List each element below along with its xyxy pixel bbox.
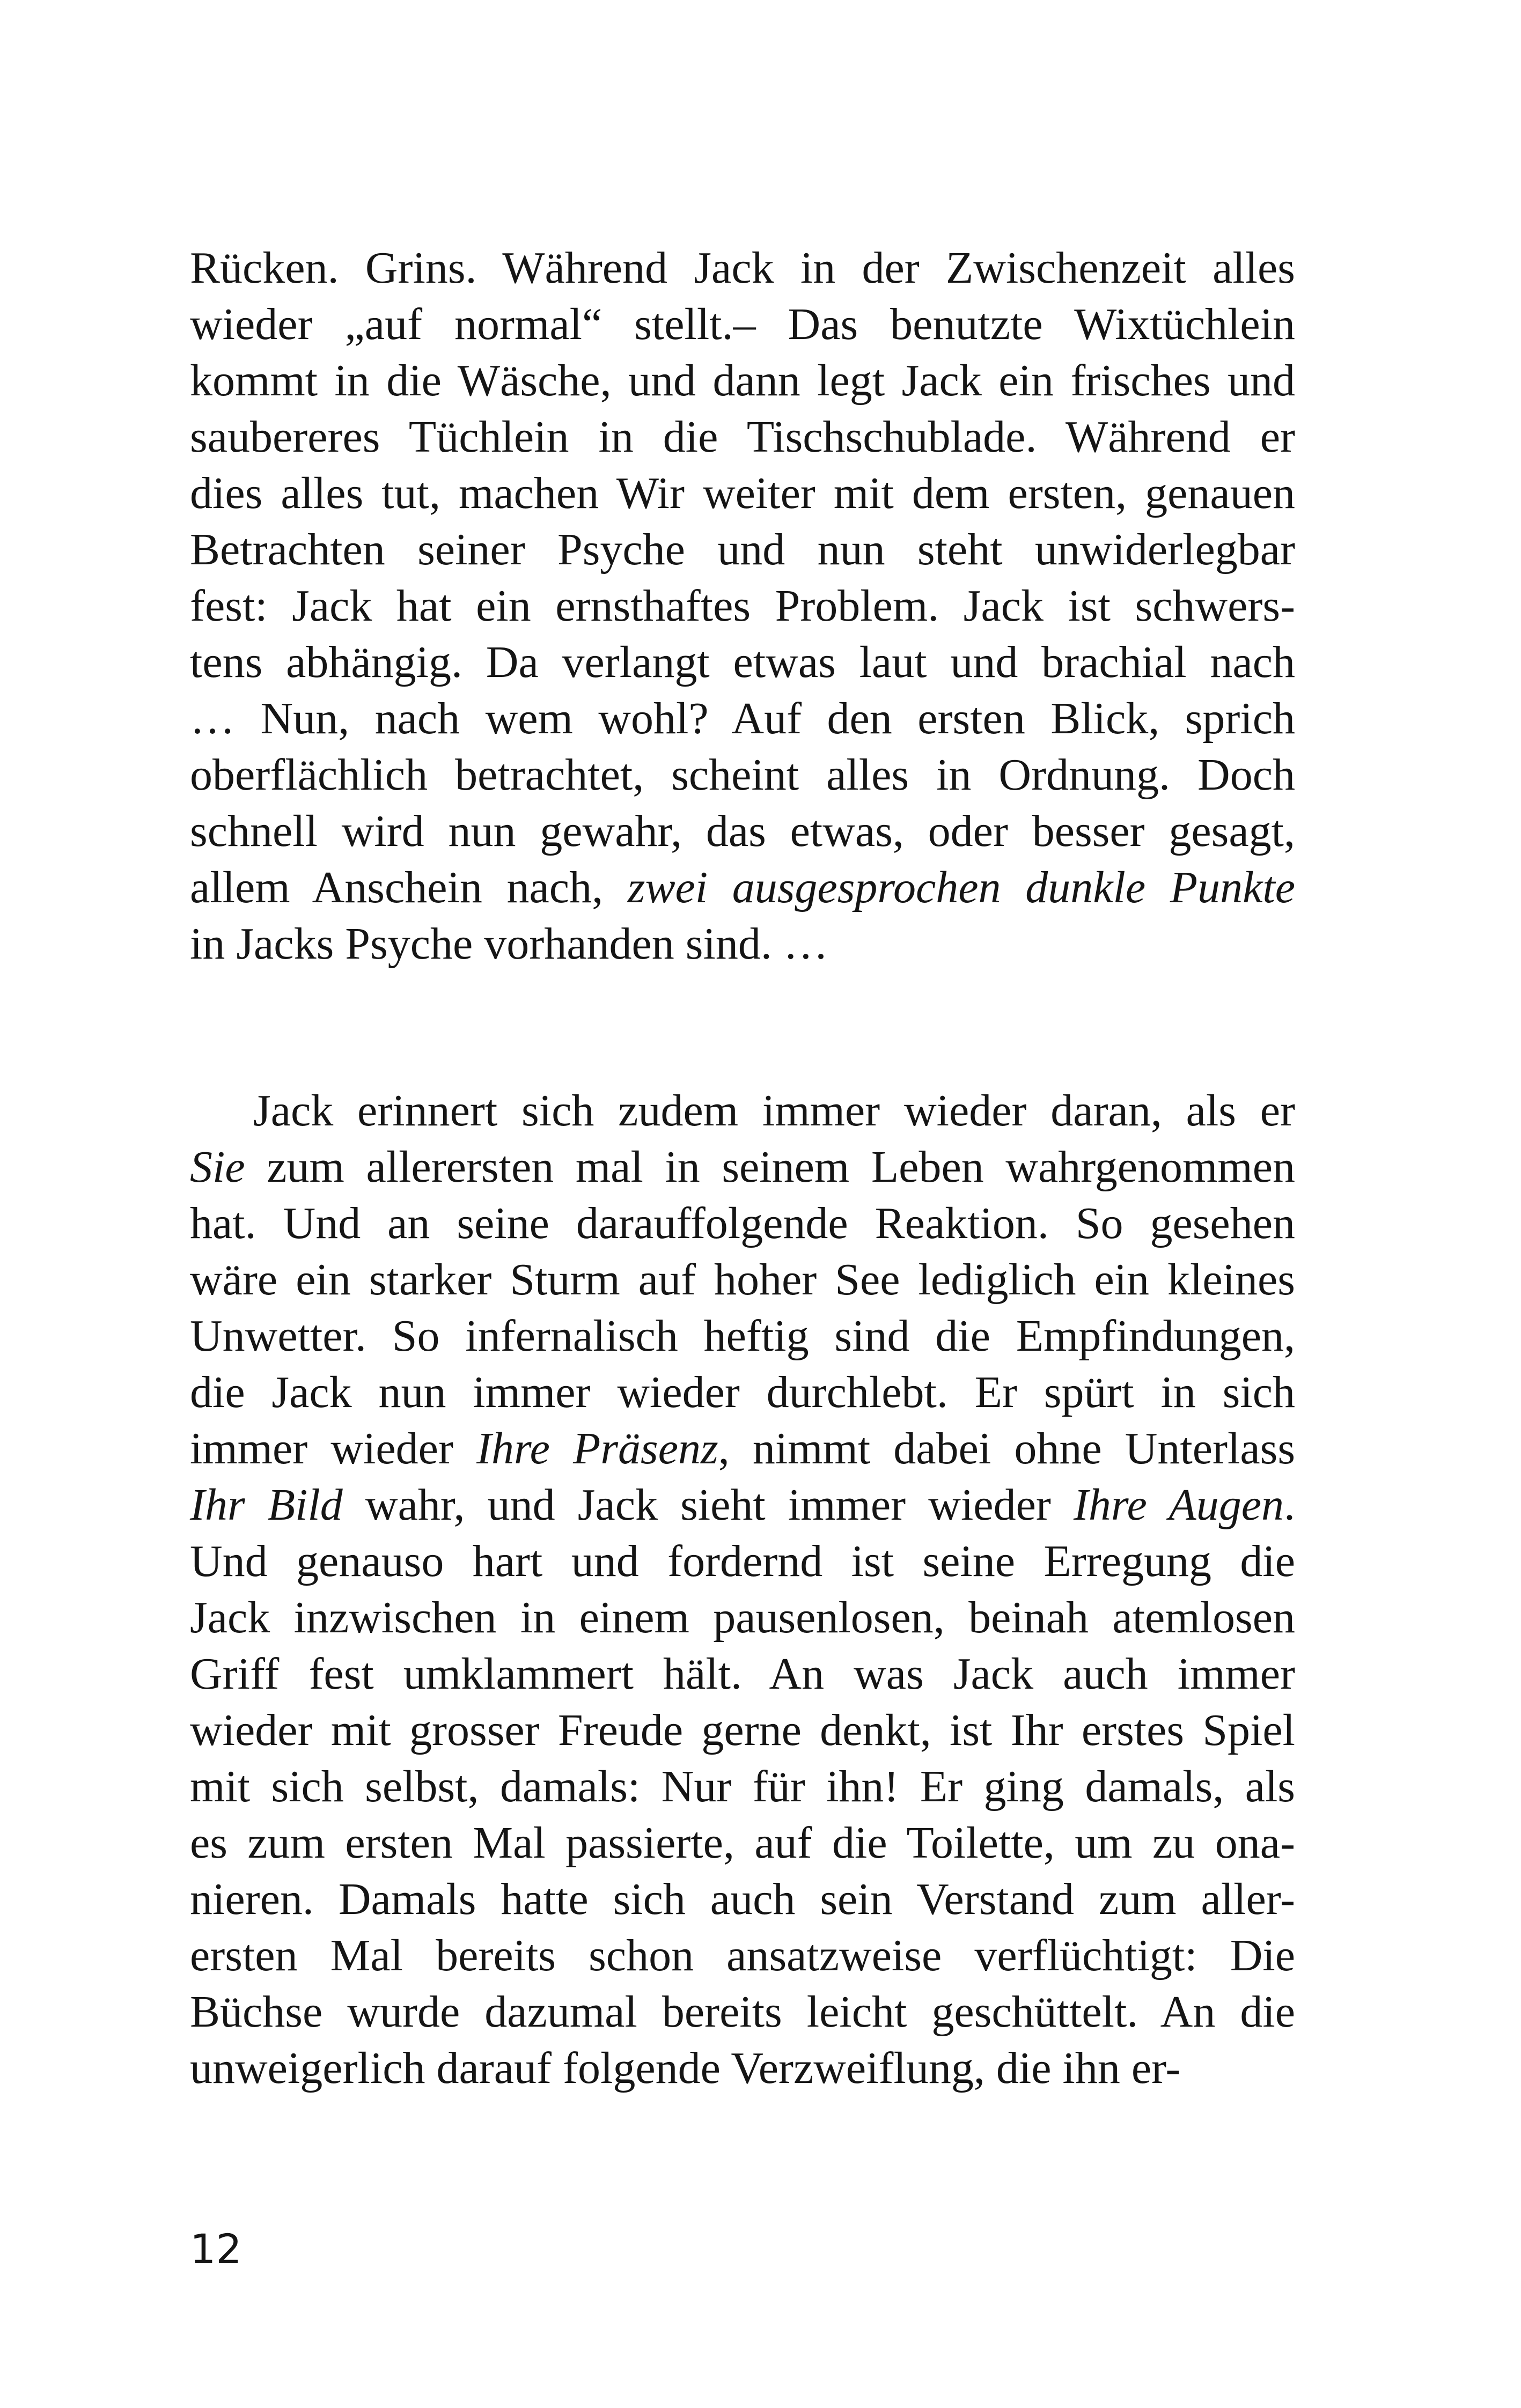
- text-segment: schnell wird nun gewahr, das etwas, oder besser gesagt,: [190, 806, 1295, 856]
- text-segment: Jack inzwischen in einem pausenlosen, beinah atemlosen: [190, 1593, 1295, 1643]
- text-line: [190, 1420, 1295, 1477]
- text-line: [190, 1533, 1295, 1589]
- text-line: [190, 1589, 1295, 1646]
- text-segment: hat. Und an seine darauffolgende Reaktion. So gesehen: [190, 1198, 1295, 1248]
- text-segment: oberflächlich betrachtet, scheint alles in Ordnung. Doch: [190, 750, 1295, 800]
- italic-text-segment: zwei ausgesprochen dunkle Punkte: [627, 863, 1295, 912]
- paragraph-1: [190, 240, 1295, 972]
- text-line: [190, 916, 1295, 972]
- text-segment: es zum ersten Mal passierte, auf die Toilette, um zu ona-: [190, 1818, 1295, 1868]
- text-line: [190, 240, 1295, 296]
- text-line: [190, 1702, 1295, 1758]
- text-line: [190, 634, 1295, 690]
- text-line: [190, 352, 1295, 409]
- text-line: [190, 1646, 1295, 1702]
- text-line: [190, 521, 1295, 578]
- text-line: [190, 465, 1295, 521]
- text-segment: mit sich selbst, damals: Nur für ihn! Er ging damals, als: [190, 1762, 1295, 1811]
- text-segment: Betrachten seiner Psyche und nun steht unwiderlegbar: [190, 525, 1295, 575]
- text-segment: zum allerersten mal in seinem Leben wahrgenommen: [245, 1142, 1295, 1192]
- text-line: [190, 690, 1295, 747]
- text-segment: , nimmt dabei ohne Unterlass: [718, 1424, 1296, 1474]
- text-segment: fest: Jack hat ein ernsthaftes Problem. Jack ist schwers-: [190, 581, 1295, 631]
- text-line: [190, 409, 1295, 465]
- paragraph-2: [190, 1083, 1295, 2096]
- text-line: [190, 1139, 1295, 1195]
- text-segment: Und genauso hart und fordernd ist seine Erregung die: [190, 1536, 1295, 1586]
- italic-text-segment: Ihr Bild: [190, 1480, 343, 1530]
- text-line: [190, 1251, 1295, 1308]
- text-line: [190, 1477, 1295, 1533]
- text-segment: wieder mit grosser Freude gerne denkt, ist Ihr erstes Spiel: [190, 1705, 1295, 1755]
- text-segment: dies alles tut, machen Wir weiter mit dem ersten, genauen: [190, 468, 1295, 518]
- text-segment: ersten Mal bereits schon ansatzweise verflüchtigt: Die: [190, 1931, 1295, 1980]
- text-segment: tens abhängig. Da verlangt etwas laut und brachial nach: [190, 637, 1295, 687]
- text-line: [190, 1364, 1295, 1420]
- italic-text-segment: Ihre Augen: [1073, 1480, 1284, 1530]
- text-line: [190, 1927, 1295, 1984]
- text-segment: Unwetter. So infernalisch heftig sind die Empfindungen,: [190, 1311, 1295, 1361]
- text-segment: wahr, und Jack sieht immer wieder: [342, 1480, 1074, 1530]
- text-line: [190, 1758, 1295, 1815]
- text-line: [190, 296, 1295, 352]
- text-segment: in Jacks Psyche vorhanden sind. …: [190, 919, 828, 969]
- text-segment: … Nun, nach wem wohl? Auf den ersten Blick, sprich: [190, 694, 1295, 743]
- text-segment: .: [1284, 1480, 1295, 1530]
- text-segment: wieder „auf normal“ stellt.– Das benutzte Wixtüchlein: [190, 299, 1295, 349]
- italic-text-segment: Ihre Präsenz: [476, 1424, 718, 1474]
- text-segment: Büchse wurde dazumal bereits leicht geschüttelt. An die: [190, 1987, 1295, 2037]
- text-line: [190, 859, 1295, 916]
- text-line: [190, 2040, 1295, 2096]
- text-line: [190, 1815, 1295, 1871]
- text-line: [190, 578, 1295, 634]
- text-segment: Griff fest umklammert hält. An was Jack auch immer: [190, 1649, 1295, 1699]
- text-segment: Jack erinnert sich zudem immer wieder daran, als er: [253, 1086, 1295, 1136]
- text-segment: nieren. Damals hatte sich auch sein Verstand zum aller-: [190, 1874, 1295, 1924]
- text-segment: kommt in die Wäsche, und dann legt Jack ein frisches und: [190, 356, 1295, 406]
- text-segment: immer wieder: [190, 1424, 477, 1474]
- text-line: [190, 1083, 1295, 1139]
- text-line: [190, 1984, 1295, 2040]
- text-line: [190, 1308, 1295, 1364]
- text-segment: saubereres Tüchlein in die Tischschublade. Während er: [190, 412, 1295, 462]
- text-line: [190, 747, 1295, 803]
- text-line: [190, 1871, 1295, 1927]
- text-segment: allem Anschein nach,: [190, 863, 628, 912]
- text-line: [190, 1195, 1295, 1251]
- text-segment: unweigerlich darauf folgende Verzweiflung, die ihn er-: [190, 2043, 1181, 2093]
- italic-text-segment: Sie: [190, 1142, 245, 1192]
- text-segment: Rücken. Grins. Während Jack in der Zwischenzeit alles: [190, 243, 1295, 293]
- page-number: 12: [190, 2225, 242, 2273]
- text-segment: die Jack nun immer wieder durchlebt. Er spürt in sich: [190, 1367, 1295, 1417]
- text-segment: wäre ein starker Sturm auf hoher See lediglich ein kleines: [190, 1255, 1295, 1305]
- text-line: [190, 803, 1295, 859]
